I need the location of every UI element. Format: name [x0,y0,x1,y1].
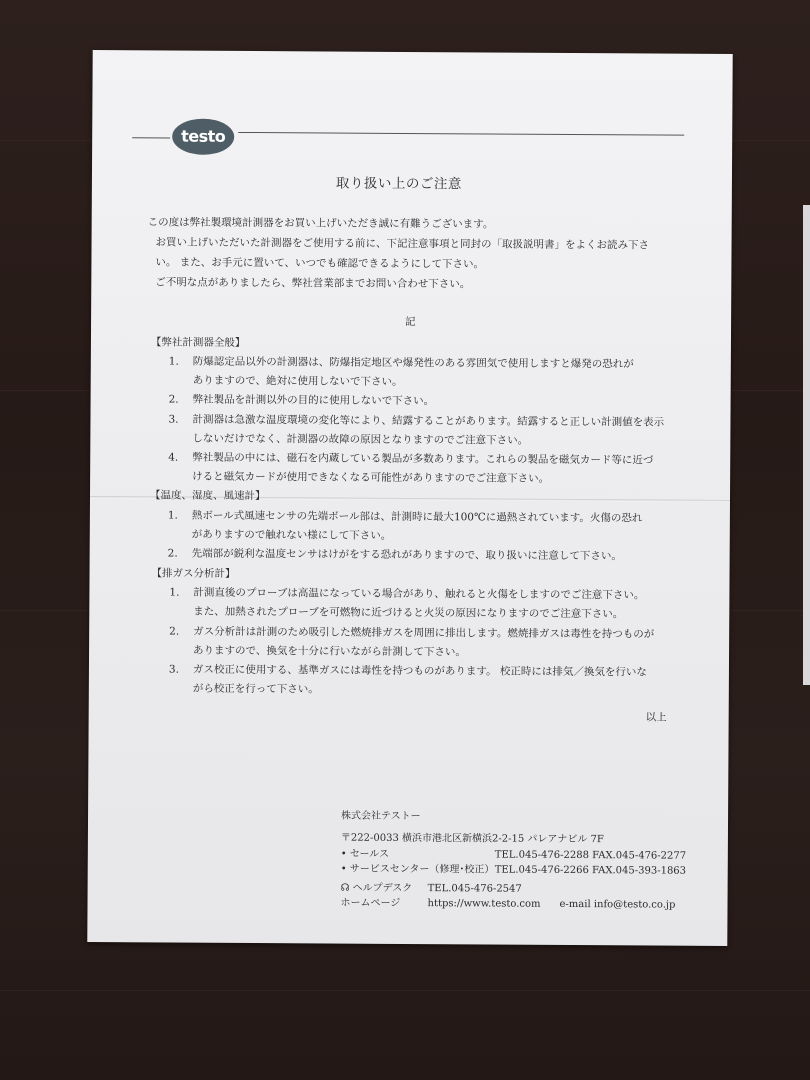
company-address: 〒222-0033 横浜市港北区新横浜2-2-15 パレアナビル 7F [340,832,604,846]
item-text: ガス校正に使用する、基準ガスには毒性を持つものがあります。 校正時には排気／換気を行いな [192,663,647,679]
section-heading: 【排ガス分析計】 [151,567,236,580]
item-text: 防爆認定品以外の計測器は、防爆指定地区や爆発性のある雰囲気で使用しますと爆発の恐れが [192,355,634,371]
item-number: 1. [168,355,179,368]
item-text: また、加熱されたプローブを可燃物に近づけると火災の原因になりますのでご注意下さい。 [193,605,624,621]
item-text: 弊社製品を計測以外の目的に使用しないで下さい。 [192,393,435,408]
section-heading: 【弊社計測器全般】 [150,336,246,349]
intro-line: ご不明な点がありましたら、弊社営業部までお問い合わせ下さい。 [155,276,471,291]
item-number: 2. [167,547,178,560]
helpdesk-label: ☊ ヘルプデスク [340,882,413,895]
sales-label: • セールス [340,848,390,860]
helpdesk-tel: TEL.045-476-2547 [427,883,522,895]
sales-contact: TEL.045-476-2288 FAX.045-476-2277 [494,849,687,862]
item-text: けると磁気カードが使用できなくなる可能性がありますのでご注意下さい。 [192,470,550,485]
item-text: 計測器は急激な温度環境の変化等により、結露することがあります。結露すると正しい計測値を表示 [192,413,665,429]
email-contact: e-mail info@testo.co.jp [559,898,676,911]
header-rule-left [132,137,170,138]
item-text: がら校正を行って下さい。 [192,682,319,696]
item-text: しないだけでなく、計測器の故障の原因となりますのでご注意下さい。 [192,432,529,447]
ki-marker: 記 [405,315,416,329]
item-text: ありますので、絶対に使用しないで下さい。 [192,374,403,388]
header-rule-right [238,132,684,136]
item-text: 熱ボール式風速センサの先端ボール部は、計測時に最大100℃に過熱されています。火傷の恐れ [191,509,643,525]
item-text: がありますので触れない様にして下さい。 [191,528,392,542]
intro-line: い。 また、お手元に置いて、いつでも確認できるようにして下さい。 [155,256,485,271]
item-text: ガス分析計は計測のため吸引した燃焼排ガスを周囲に排出します。燃焼排ガスは毒性を持つものが [193,625,655,641]
item-number: 4. [168,451,179,464]
testo-logo: testo [172,119,234,155]
section-heading: 【温度、湿度、風速計】 [149,489,266,503]
homepage-label: ホームページ [340,897,401,909]
item-text: 先端部が鋭利な温度センサはけがをする恐れがありますので、取り扱いに注意して下さい。 [191,547,622,563]
intro-line: この度は弊社製環境計測器をお買い上げいただき誠に有難うございます。 [147,216,494,231]
service-label: • サービスセンター（修理･校正） [340,863,495,876]
company-name: 株式会社テストー [341,810,421,823]
document-title: 取り扱い上のご注意 [335,175,462,193]
item-text: ありますので、換気を十分に行いながら計測して下さい。 [193,644,466,659]
item-number: 3. [168,663,180,676]
document-sheet [87,50,732,946]
item-number: 1. [169,586,180,599]
item-number: 1. [167,509,178,522]
item-text: 弊社製品の中には、磁石を内蔵している製品が多数あります。これらの製品を磁気カード等に近づ [192,451,654,467]
item-number: 3. [168,413,179,426]
ijou-marker: 以上 [645,711,667,724]
item-number: 2. [168,393,179,406]
service-contact: TEL.045-476-2266 FAX.045-393-1863 [494,864,687,877]
item-text: 計測直後のプローブは高温になっている場合があり、触れると火傷をしますのでご注意下さい。 [193,586,645,602]
intro-line: お買い上げいただいた計測器をご使用する前に、下記注意事項と同封の「取扱説明書」をよくお読み下さ [155,236,650,252]
homepage-url: https://www.testo.com [427,898,541,910]
item-number: 2. [169,625,180,638]
adjacent-paper-edge [803,205,810,685]
